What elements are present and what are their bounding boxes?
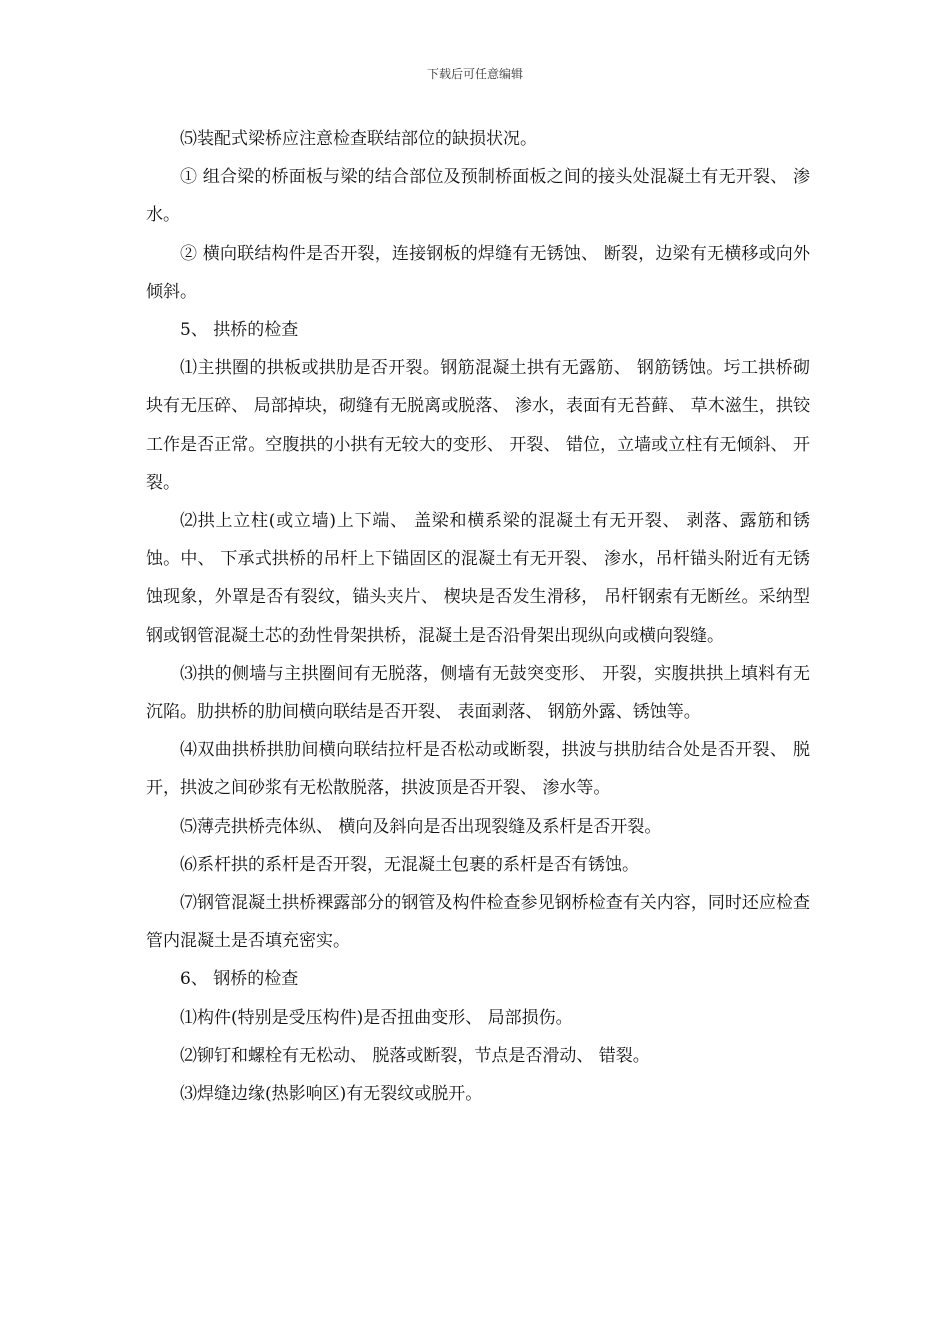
paragraph: ⑶拱的侧墙与主拱圈间有无脱落，侧墙有无鼓突变形、 开裂，实腹拱拱上填料有无沉陷。肋拱桥的肋间横向联结是否开裂、 表面剥落、 钢筋外露、锈蚀等。 [146, 663, 810, 723]
paragraph: ⑺钢管混凝土拱桥裸露部分的钢管及构件检查参见钢桥检查有关内容，同时还应检查管内混凝土是否填充密实。 [146, 893, 810, 952]
section-heading: 5、 拱桥的检查 [180, 320, 299, 341]
paragraph: ⑵铆钉和螺栓有无松动、 脱落或断裂，节点是否滑动、 错裂。 [180, 1045, 650, 1066]
paragraph: ⑶焊缝边缘(热影响区)有无裂纹或脱开。 [180, 1084, 483, 1105]
paragraph: ⑸薄壳拱桥壳体纵、 横向及斜向是否出现裂缝及系杆是否开裂。 [180, 816, 662, 837]
page-header: 下载后可任意编辑 [426, 67, 523, 81]
paragraph: ⑴主拱圈的拱板或拱肋是否开裂。钢筋混凝土拱有无露筋、 钢筋锈蚀。圬工拱桥砌块有无压碎、 局部掉块，砌缝有无脱离或脱落、 渗水，表面有无苔藓、 草木滋生，拱铰工作是否正常。空腹拱的小拱有无较大的变形、 开裂、 错位，立墙或立柱有无倾斜、 开裂。 [146, 358, 810, 493]
paragraph: ⑸装配式梁桥应注意检查联结部位的缺损状况。 [180, 129, 537, 149]
paragraph: ⑷双曲拱桥拱肋间横向联结拉杆是否松动或断裂，拱波与拱肋结合处是否开裂、 脱开，拱波之间砂浆有无松散脱落，拱波顶是否开裂、 渗水等。 [146, 740, 810, 799]
paragraph: ⑹系杆拱的系杆是否开裂，无混凝土包裹的系杆是否有锈蚀。 [180, 854, 639, 875]
paragraph: ② 横向联结构件是否开裂，连接钢板的焊缝有无锈蚀、 断裂，边梁有无横移或向外倾斜。 [146, 243, 810, 302]
section-heading: 6、 钢桥的检查 [180, 969, 299, 990]
paragraph: ① 组合梁的桥面板与梁的结合部位及预制桥面板之间的接头处混凝土有无开裂、 渗水。 [146, 167, 810, 226]
paragraph: ⑵拱上立柱(或立墙)上下端、 盖梁和横系梁的混凝土有无开裂、 剥落、露筋和锈蚀。中、 下承式拱桥的吊杆上下锚固区的混凝土有无开裂、 渗水，吊杆锚头附近有无锈蚀现象，外罩是否有裂纹，锚头夹片、 楔块是否发生滑移， 吊杆钢索有无断丝。采纳型钢或钢管混凝土芯的劲性骨架拱桥，混凝土是否沿骨架出现纵向或横向裂缝。 [146, 511, 810, 646]
document-body [146, 120, 810, 1113]
paragraph: ⑴构件(特别是受压构件)是否扭曲变形、 局部损伤。 [180, 1007, 573, 1028]
